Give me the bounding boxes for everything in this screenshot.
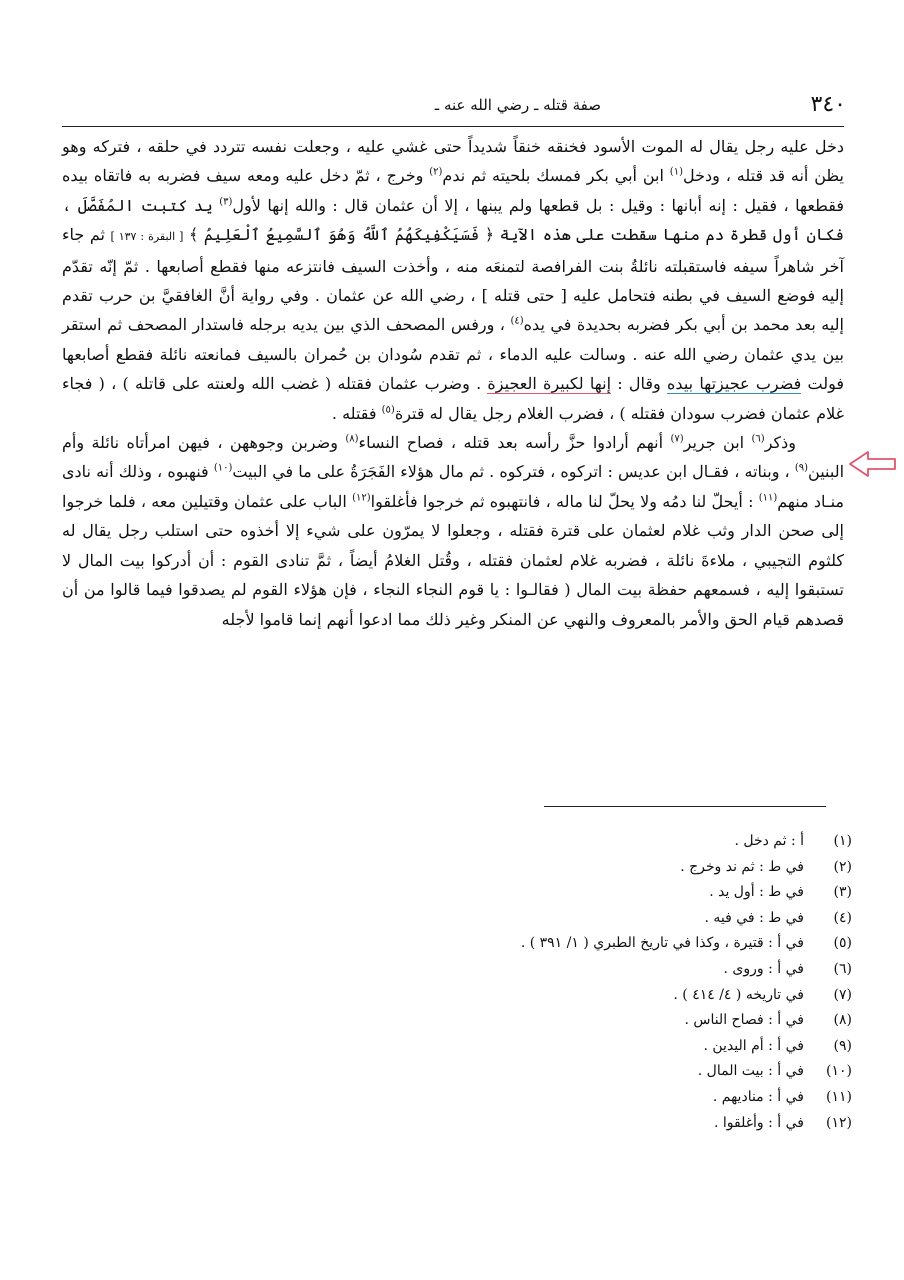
footnote-number: (١٠): [826, 1063, 852, 1080]
footnote-marker: (٣): [219, 196, 233, 208]
text-run: ، وبناته ، فقـال ابن عديس : اتركوه ، فتركوه . ثم مال هؤلاء الفَجَرَةُ على ما في البيت: [232, 462, 795, 482]
footnote-marker: (١٠): [213, 463, 233, 475]
footnote-marker: (٥): [381, 404, 395, 416]
text-run: وخرج ، ثمّ دخل عليه ومعه سيف فضربه به فاتقاه بيده فقطعها ، فقيل : إنه أبانها : وقيل : بل قطعها ولم يبنها ، إلا أن عثمان قال : والله إنها لأول: [62, 166, 845, 215]
footnote-marker: (٩): [794, 463, 809, 475]
text-run: الباب على عثمان وقتيلين معه ، فلما خرجوا إلى صحن الدار وثب غلام لعثمان على قترة فقتله ، وجعلوا لا يمرّون على شيء إلا أخذوه حتى استلب رجل يقال له كلثوم التجيبي ، ملاءةَ نائلة ، فضربه غلام لعثمان فقتله ، وقُتل الغلامُ أيضاً ، ثمَّ تنادى القوم : أن أدركوا بيت المال لا تستبقوا إليه ، فسمعهم حفظة بيت المال ( فقالـوا : يا قوم النجاء النجاء ، فإن هؤلاء القوم لم يصدقوا فيما قالوا من أن قصدهم قيام الحق والأمر بالمعروف والنهي عن المنكر وغير ذلك مما ادعوا أنهم إنما قاموا لأجله: [62, 491, 844, 629]
footnote-text: في أ : فصاح الناس .: [684, 1012, 804, 1029]
footnote-item: [152, 957, 852, 983]
footnote-text: في أ : بيت المال .: [697, 1063, 804, 1080]
footnote-text: في أ : أم اليدين .: [703, 1037, 804, 1054]
page-header: [60, 92, 846, 126]
text-run: : أيحلّ لنا دمُه ولا يحلّ لنا ماله ، فانتهبوه ثم خرجوا فأغلقوا: [370, 491, 759, 511]
footnote-item: [152, 1008, 852, 1034]
footnote-text: في أ : وأغلقوا .: [713, 1114, 804, 1131]
left-arrow-icon: [848, 449, 898, 479]
footnote-item: [152, 1034, 852, 1060]
paragraph-2: [62, 428, 844, 634]
text-run: فنهبوه ، وذلك أنه نادى منـاد منهم: [62, 462, 845, 511]
footnote-number: (٤): [833, 909, 852, 926]
footnote-text: في ط : أول يد .: [709, 884, 804, 901]
highlighted-phrase-red: إنها لكبيرة العجيزة: [487, 374, 612, 394]
footnote-number: (٦): [833, 960, 852, 977]
footnote-item: [152, 906, 852, 932]
footnote-marker: (١): [669, 167, 683, 179]
footnote-marker: (٢): [429, 167, 443, 179]
running-head: صفة قتله ـ رضي الله عنه ـ: [434, 96, 601, 114]
text-run: أنهم أرادوا حزَّ رأسه بعد قتله ، فصاح النساء: [358, 433, 671, 453]
footnote-number: (٣): [833, 884, 852, 901]
footnote-number: (٨): [833, 1012, 852, 1029]
text-run: ابن جرير: [683, 433, 752, 453]
footnote-marker: (٨): [345, 433, 359, 445]
footnote-rule: [544, 806, 826, 807]
footnote-marker: (٤): [510, 316, 524, 328]
footnote-text: في ط : في فيه .: [704, 909, 804, 926]
highlighted-phrase-blue: فضرب عجيزتها بيده: [667, 374, 802, 394]
footnote-number: (١٢): [826, 1114, 852, 1131]
text-run: وضربن وجوههن ، فيهن امرأتاه نائلة وأم البنين: [62, 433, 845, 482]
footnote-number: (٥): [833, 935, 852, 952]
footnote-item: [152, 1111, 852, 1137]
footnote-text: في ط : ثم ند وخرج .: [680, 858, 804, 875]
footnote-text: في تاريخه ( ٤/ ٤١٤ ) .: [673, 986, 804, 1003]
text-run: دخل عليه رجل يقال له الموت الأسود فخنقه خنقاً شديداً حتى غشي عليه ، وجعلت نفسه تتردد في حلقه ، فتركه وهو يظن أنه قد قتله ، ودخل: [62, 137, 845, 186]
quran-verse-run: يد كتبت المُفَصَّلَ ، فكان أول قطرة دم منها سقطت على هذه الآية ﴿ فَسَيَكْفِيكَهُمُ ٱللَّهُ وَهُوَ ٱلسَّمِيعُ ٱلْعَلِيمُ ﴾: [62, 195, 844, 245]
text-run: فقتله .: [331, 403, 382, 423]
main-text: [62, 132, 844, 634]
footnote-text: في أ : مناديهم .: [712, 1088, 804, 1105]
footnote-number: (٩): [833, 1037, 852, 1054]
footnote-text: أ : ثم دخل .: [734, 833, 804, 849]
text-run: ثم جاء آخر شاهراً سيفه فاستقبلته نائلةُ بنت الفرافصة لتمنعَه منه ، وأخذت السيف فانتزعه منها فقطع أصابعها . ثمّ إنّه تقدّم إليه فوضع السيف في بطنه فتحامل عليه [ حتى قتله ] ، رضي الله عن عثمان . وفي رواية أنَّ الغافقيَّ بن حرب تقدم إليه بعد محمد بن أبي بكر فضربه بحديدة في يده: [62, 225, 844, 335]
footnote-marker: (١١): [758, 492, 778, 504]
text-run: وذكر: [764, 433, 796, 453]
footnote-text: في أ : وروى .: [723, 960, 804, 977]
footnote-number: (١): [833, 833, 852, 849]
footnote-item: [152, 880, 852, 906]
text-run: ، ورفس المصحف الذي بين يديه برجله فاستدار المصحف ثم استقر بين يدي عثمان رضي الله عنه . وسالت عليه الدماء ، ثم تقدم سُودان بن حُمران بالسيف فمانعته نائلة فقطع أصابعها فولت: [62, 315, 844, 394]
text-run: ابن أبي بكر فمسك بلحيته ثم ندم: [442, 166, 670, 186]
footnote-number: (٧): [833, 986, 852, 1003]
footnote-marker: (٧): [670, 433, 684, 445]
paragraph-1: [62, 132, 844, 428]
footnote-item: [152, 983, 852, 1009]
footnote-item: [152, 1059, 852, 1085]
page-number: ٣٤٠: [810, 92, 846, 117]
footnote-number: (٢): [833, 858, 852, 875]
footnote-item: [152, 855, 852, 881]
footnote-number: (١١): [826, 1088, 852, 1105]
footnote-marker: (٦): [751, 433, 765, 445]
header-rule: [62, 126, 844, 127]
verse-reference: [ البقرة : ١٣٧ ]: [110, 230, 184, 244]
text-run: وقال :: [611, 374, 668, 394]
footnote-marker: (١٢): [352, 492, 371, 504]
footnote-text: في أ : قتيرة ، وكذا في تاريخ الطبري ( ١/ ٣٩١ ) .: [520, 935, 804, 952]
text-run: . وضرب عثمان فقتله ( غضب الله ولعنته على قاتله ) ، ( فجاء غلام عثمان فضرب سودان فقتله ) ، فضرب الغلام رجل يقال له قترة: [62, 374, 844, 423]
footnote-item: [152, 1085, 852, 1111]
footnote-item: [152, 931, 852, 957]
footnote-item: [152, 829, 852, 855]
footnotes-list: [152, 829, 852, 1136]
